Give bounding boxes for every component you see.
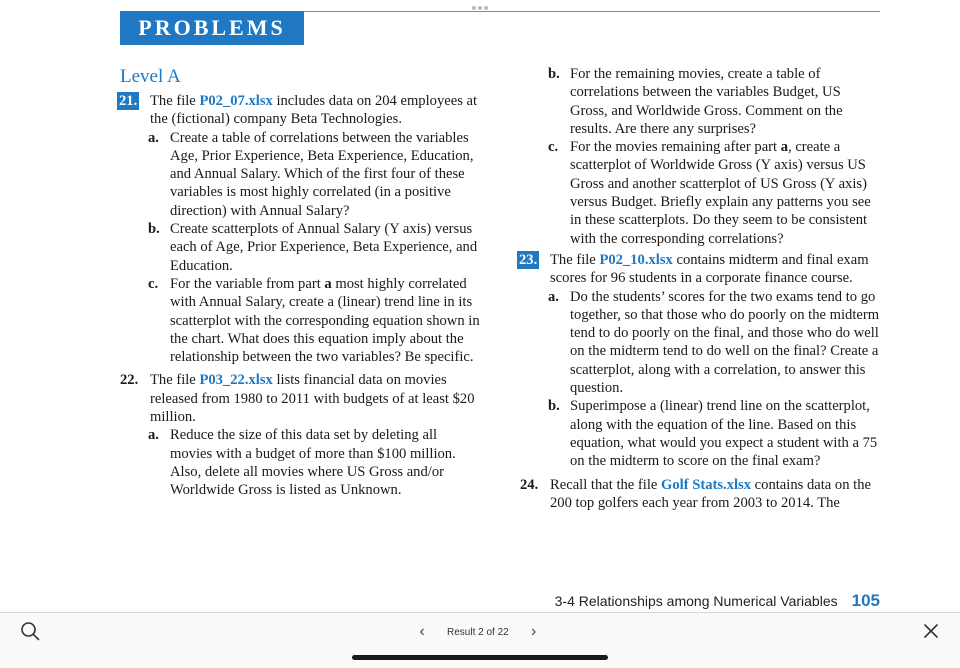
part-text-pre: For the variable from part	[170, 275, 325, 292]
section-title: 3-4 Relationships among Numerical Variables	[554, 593, 838, 609]
problem-22a	[120, 426, 480, 499]
part-text-post: , create a scatterplot of Worldwide Gross (Y axis) versus US Gross and another scatterplot of US Gross (Y axis) versus Budget. Briefly explain any patterns you see in these scatterplots. Do they seem to be consistent with the corresponding correlations?	[570, 139, 871, 247]
part-text: Create scatterplots of Annual Salary (Y axis) versus each of Age, Prior Experience, Beta Experience, and Education.	[170, 221, 478, 274]
drag-handle[interactable]	[472, 6, 488, 10]
part-label: b.	[548, 66, 560, 82]
part-text: Reduce the size of this data set by deleting all movies with a budget of more than $100 million. Also, delete all movies where US Gross and/or Worldwide Gross is listed as Unknown.	[170, 427, 456, 499]
part-text: For the remaining movies, create a table of correlations between the variables Budget, US Gross, and Worldwide Gross. Comment on the results. Are there any surprises?	[570, 66, 843, 137]
problem-23	[520, 251, 882, 288]
problem-23a	[520, 288, 882, 398]
problem-21c	[120, 275, 480, 366]
problem-21	[120, 92, 480, 129]
part-text-pre: For the movies remaining after part	[570, 139, 781, 156]
file-link[interactable]: P03_22.xlsx	[199, 372, 273, 389]
problem-text-post: lists financial data on movies released from 1980 to 2011 with budgets of at least $20 million.	[150, 372, 475, 426]
part-ref: a	[780, 139, 789, 156]
problem-text-pre: The file	[150, 372, 200, 389]
file-link[interactable]: Golf Stats.xlsx	[661, 476, 752, 493]
problem-21a	[120, 129, 480, 220]
left-column	[120, 66, 480, 500]
problem-text-post: contains midterm and final exam scores for 96 students in a corporate finance course.	[550, 251, 869, 287]
part-label: a.	[148, 129, 159, 146]
problem-24	[520, 476, 882, 513]
right-column	[520, 65, 882, 512]
page-footer	[555, 591, 880, 611]
problem-21b	[120, 220, 480, 275]
part-label: b.	[148, 221, 160, 238]
problem-number: 23.	[519, 251, 538, 268]
part-label: c.	[148, 275, 159, 292]
chevron-left-icon[interactable]: ‹	[419, 623, 425, 640]
file-link[interactable]: P02_10.xlsx	[599, 251, 673, 268]
problem-text-post: includes data on 204 employees at the (fictional) company Beta Technologies.	[150, 93, 478, 128]
part-text: Do the students’ scores for the two exams tend to go together, so that those who do poorly on the midterm tend to do poorly on the final, and those who do well on the midterm tend to do well on the final? Create a scatterplot, along with a correlation, to answer this question.	[570, 288, 880, 397]
problem-text-pre: Recall that the file	[550, 476, 662, 493]
part-text: Create a table of correlations between the variables Age, Prior Experience, Beta Experience, Education, and Annual Salary. Which of the first four of these variables is most highly correlated (in a positive direction) with Annual Salary?	[170, 129, 474, 219]
search-icon[interactable]	[20, 621, 40, 641]
part-text-post: most highly correlated with Annual Salary, create a (linear) trend line in its scatterplot with the corresponding equation shown in the chart. What does this equation imply about the relationship between the two variables? Be specific.	[170, 275, 480, 366]
result-navigator	[415, 623, 541, 641]
problems-banner: PROBLEMS	[120, 11, 304, 45]
problem-text-post: contains data on the 200 top golfers each year from 2003 to 2014. The	[550, 476, 871, 511]
problem-22	[120, 371, 480, 426]
problem-number: 24.	[520, 476, 539, 493]
part-label: a.	[548, 288, 559, 305]
problem-number: 22.	[120, 372, 139, 389]
part-label: c.	[548, 139, 559, 156]
problem-22c	[520, 138, 882, 248]
level-heading: Level A	[120, 66, 181, 87]
home-indicator[interactable]	[352, 655, 608, 660]
file-link[interactable]: P02_07.xlsx	[199, 93, 273, 109]
close-icon[interactable]	[921, 621, 941, 641]
part-label: b.	[548, 398, 560, 415]
chevron-right-icon[interactable]: ›	[531, 623, 537, 640]
problem-23b	[520, 397, 882, 470]
problem-number: 21.	[119, 93, 138, 109]
problem-text-pre: The file	[550, 251, 600, 268]
result-counter: Result 2 of 22	[447, 626, 509, 638]
part-label: a.	[148, 427, 159, 444]
part-ref: a	[324, 275, 332, 292]
problem-text-pre: The file	[150, 93, 200, 109]
problem-22b	[520, 65, 882, 138]
page-number: 105	[851, 591, 880, 610]
part-text: Superimpose a (linear) trend line on the scatterplot, along with the equation of the line. Based on this equation, what would you expect a student with a 75 on the midterm to score on the final exam?	[570, 398, 878, 470]
